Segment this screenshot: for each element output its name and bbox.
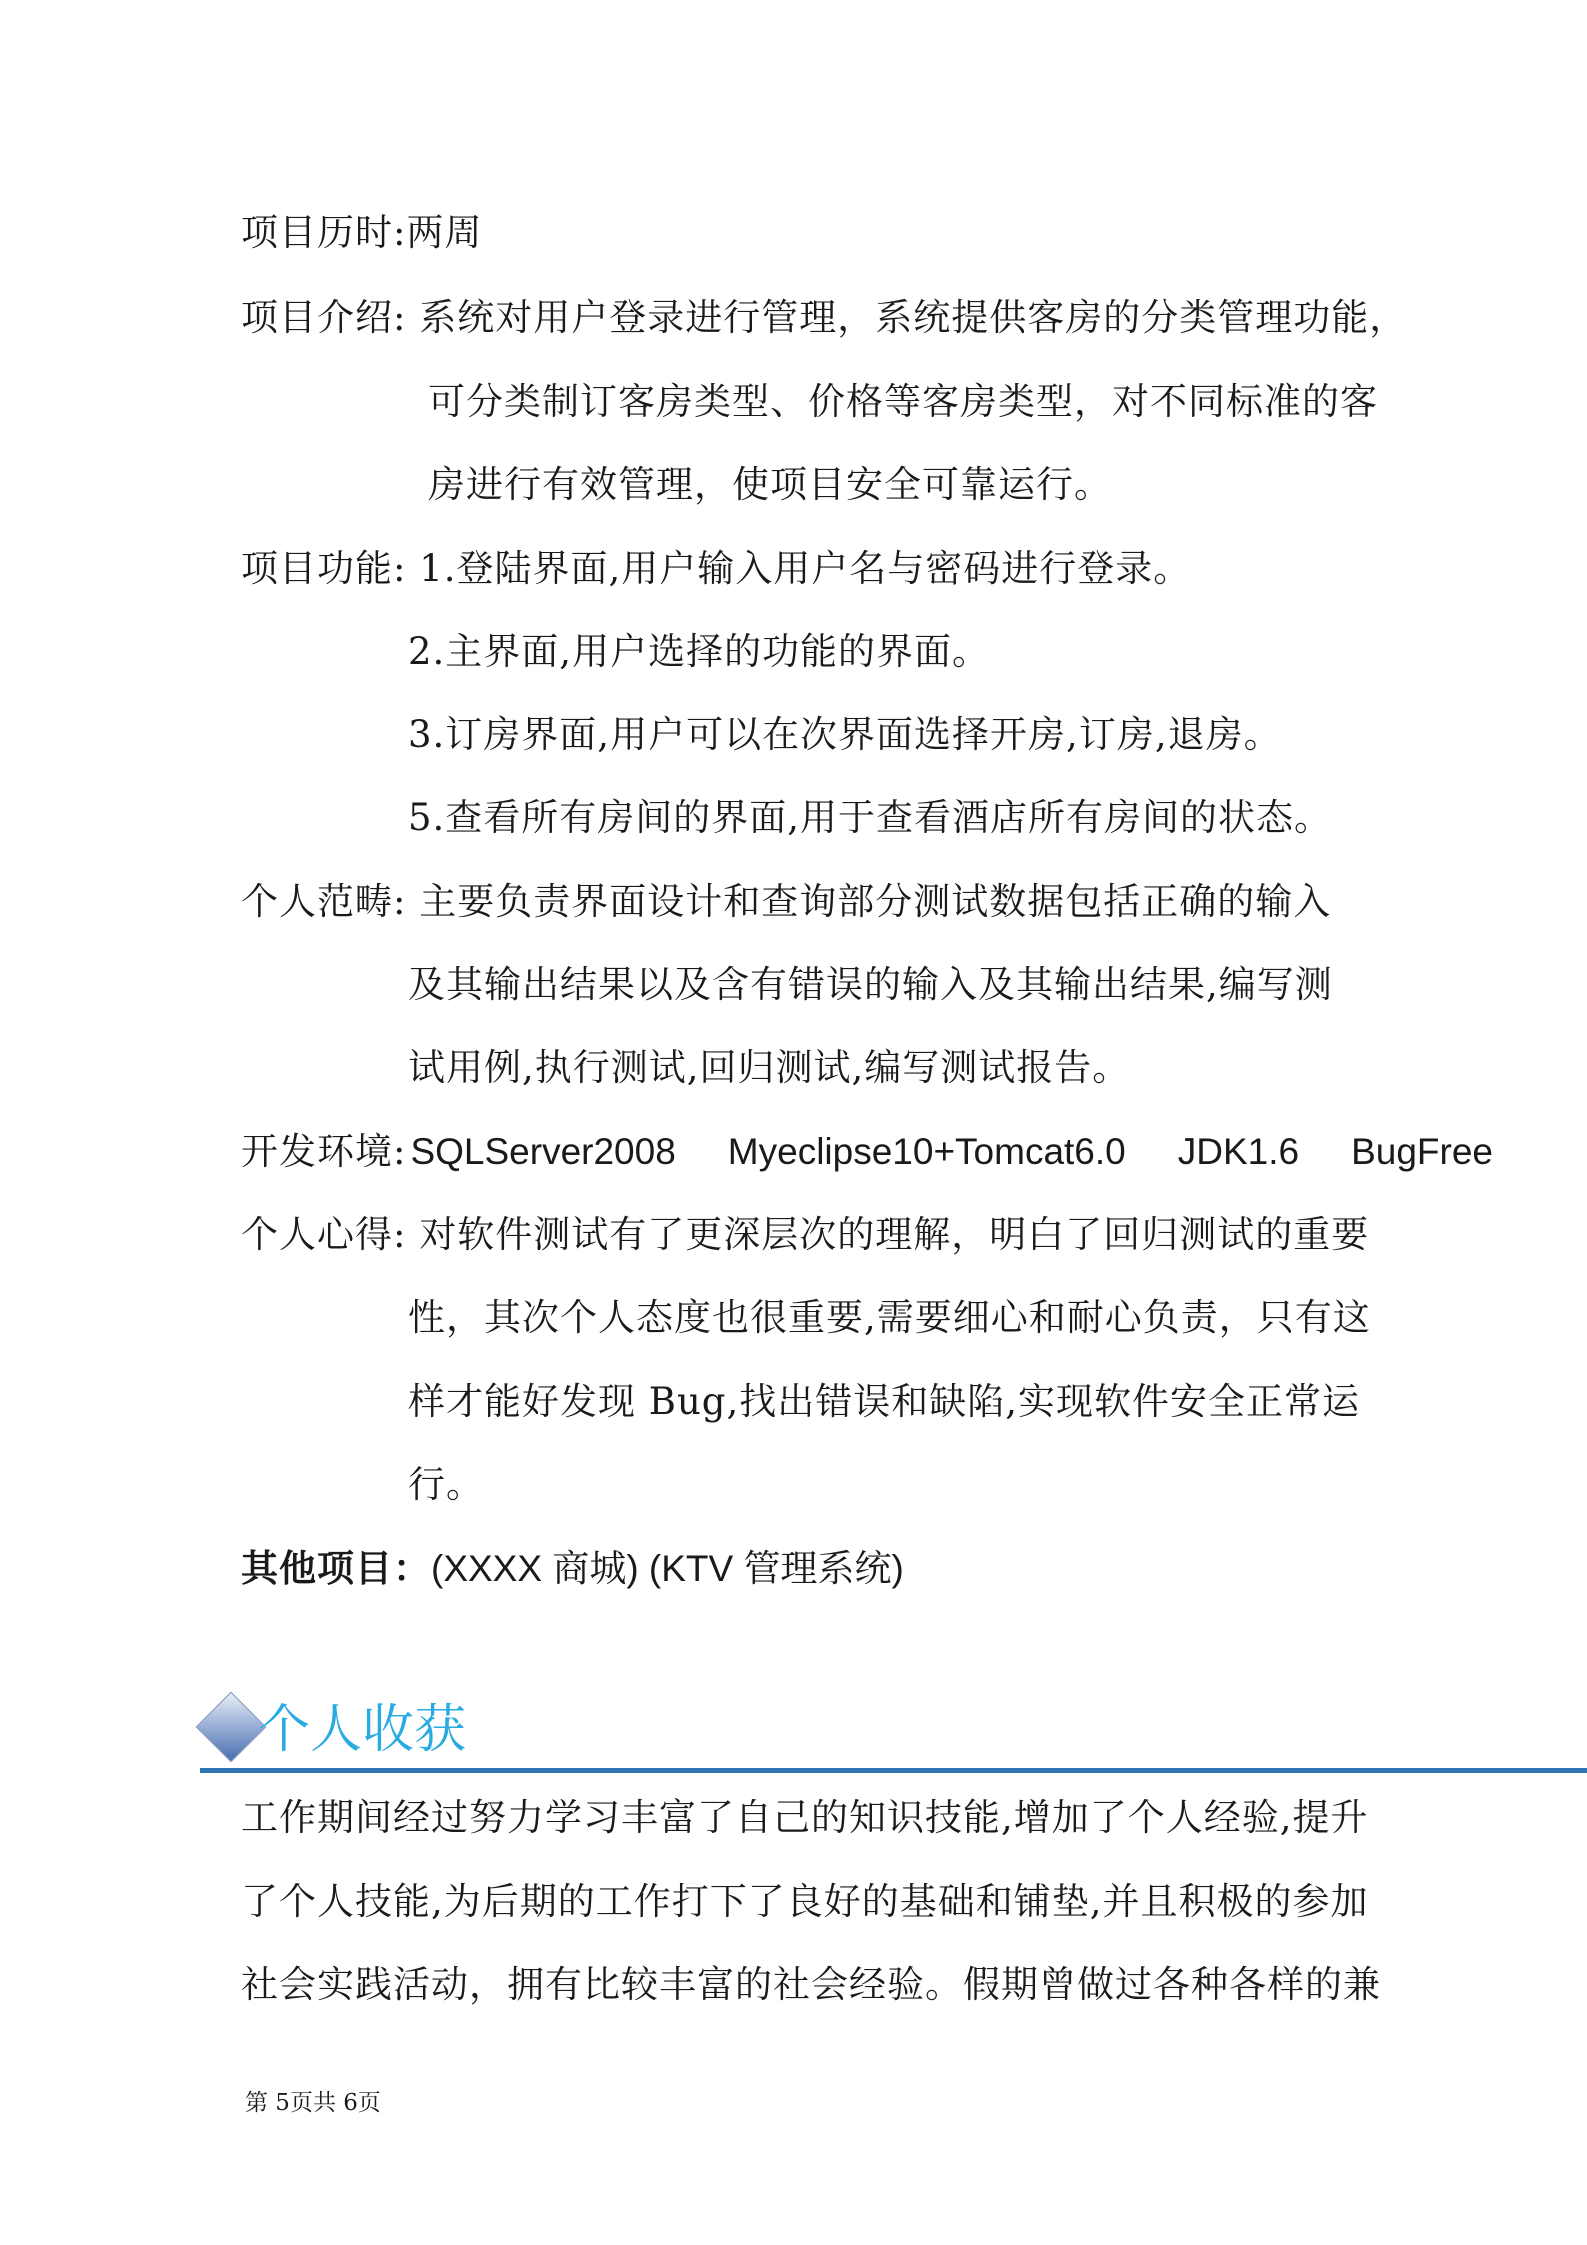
page-footer: 第 5页共 6页 bbox=[245, 2090, 381, 2116]
dev-environment-label: 开发环境: bbox=[241, 1130, 407, 1173]
experience-line-2: 性，其次个人态度也很重要,需要细心和耐心负责，只有这 bbox=[408, 1296, 1371, 1339]
dev-environment bbox=[241, 1127, 1545, 1177]
other-projects bbox=[241, 1543, 904, 1594]
project-function-line-3: 3.订房界面,用户可以在次界面选择开房,订房,退房。 bbox=[408, 713, 1282, 756]
other-projects-value: (XXXX 商城) (KTV 管理系统) bbox=[431, 1548, 904, 1589]
env-item-bugfree: BugFree bbox=[1351, 1131, 1494, 1172]
project-duration: 项目历时:两周 bbox=[241, 211, 483, 254]
gains-paragraph-line-3: 社会实践活动，拥有比较丰富的社会经验。假期曾做过各种各样的兼 bbox=[241, 1963, 1381, 2006]
project-function-line-1: 项目功能: 1.登陆界面,用户输入用户名与密码进行登录。 bbox=[241, 547, 1192, 590]
project-intro-line-2: 可分类制订客房类型、价格等客房类型，对不同标准的客 bbox=[428, 380, 1378, 423]
env-item-myeclipse: Myeclipse10+Tomcat6.0 bbox=[727, 1131, 1126, 1172]
env-item-jdk: JDK1.6 bbox=[1177, 1131, 1300, 1172]
project-intro-line-1: 项目介绍: 系统对用户登录进行管理，系统提供客房的分类管理功能， bbox=[241, 296, 1408, 339]
section-divider bbox=[200, 1768, 1587, 1773]
section-title: 个人收获 bbox=[258, 1700, 467, 1760]
env-item-sqlserver: SQLServer2008 bbox=[410, 1131, 676, 1172]
personal-scope-line-1: 个人范畴: 主要负责界面设计和查询部分测试数据包括正确的输入 bbox=[241, 880, 1332, 923]
project-function-line-5: 5.查看所有房间的界面,用于查看酒店所有房间的状态。 bbox=[408, 796, 1333, 839]
personal-scope-line-3: 试用例,执行测试,回归测试,编写测试报告。 bbox=[408, 1046, 1131, 1089]
gains-paragraph-line-1: 工作期间经过努力学习丰富了自己的知识技能,增加了个人经验,提升 bbox=[241, 1796, 1369, 1839]
project-function-line-2: 2.主界面,用户选择的功能的界面。 bbox=[408, 630, 991, 673]
experience-line-4: 行。 bbox=[408, 1463, 484, 1506]
diamond-icon bbox=[196, 1692, 267, 1763]
other-projects-label: 其他项目： bbox=[241, 1546, 431, 1590]
personal-scope-line-2: 及其输出结果以及含有错误的输入及其输出结果,编写测 bbox=[408, 963, 1333, 1006]
gains-paragraph-line-2: 了个人技能,为后期的工作打下了良好的基础和铺垫,并且积极的参加 bbox=[241, 1880, 1369, 1923]
experience-line-1: 个人心得: 对软件测试有了更深层次的理解，明白了回归测试的重要 bbox=[241, 1213, 1370, 1256]
experience-line-3: 样才能好发现 Bug,找出错误和缺陷,实现软件安全正常运 bbox=[408, 1380, 1360, 1423]
project-intro-line-3: 房进行有效管理，使项目安全可靠运行。 bbox=[428, 463, 1112, 506]
